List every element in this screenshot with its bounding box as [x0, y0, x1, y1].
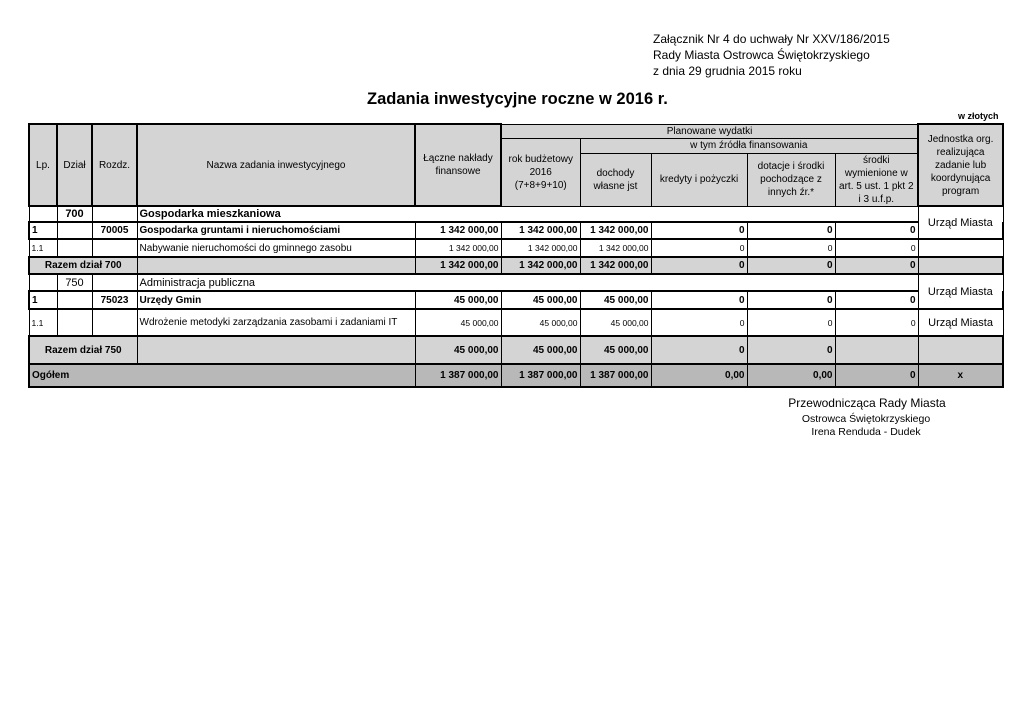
section-total-laczne: 45 000,00 — [415, 336, 501, 364]
rozdzial-dzial — [57, 291, 92, 309]
task-dzial — [57, 239, 92, 257]
section-total-rok: 45 000,00 — [501, 336, 580, 364]
task-rozdz — [92, 309, 137, 336]
header-row-1 — [29, 124, 1003, 138]
section-row — [29, 206, 1003, 222]
task-name: Wdrożenie metodyki zarządzania zasobami i zadaniami IT — [137, 309, 415, 336]
grand-total-laczne: 1 387 000,00 — [415, 364, 501, 387]
task-row — [29, 309, 1003, 336]
header-note-line2: Rady Miasta Ostrowca Świętokrzyskiego — [653, 48, 870, 62]
unit-label: w złotych — [958, 111, 999, 121]
section-dzial: 700 — [57, 206, 92, 222]
grand-total-rok: 1 387 000,00 — [501, 364, 580, 387]
task-name: Nabywanie nieruchomości do gminnego zasobu — [137, 239, 415, 257]
rozdzial-code: 75023 — [92, 291, 137, 309]
task-row — [29, 239, 1003, 257]
section-total-blank — [137, 257, 415, 274]
col-laczne: Łączne nakłady finansowe — [415, 124, 501, 206]
col-kredyty: kredyty i pożyczki — [651, 153, 747, 206]
section-rozdz — [92, 274, 137, 291]
rozdzial-name: Gospodarka gruntami i nieruchomościami — [137, 222, 415, 239]
grand-total-srodki: 0 — [835, 364, 918, 387]
signature-city: Ostrowca Świętokrzyskiego — [801, 413, 931, 425]
task-jednostka: Urząd Miasta — [918, 309, 1003, 336]
col-jednostka: Jednostka org. realizująca zadanie lub koordynująca program — [918, 124, 1003, 206]
task-laczne: 1 342 000,00 — [415, 239, 501, 257]
col-planowane: Planowane wydatki — [501, 124, 918, 138]
rozdzial-name: Urzędy Gmin — [137, 291, 415, 309]
col-rok-formula: (7+8+9+10) — [514, 179, 567, 191]
task-rozdz — [92, 239, 137, 257]
grand-total-dotacje: 0,00 — [747, 364, 835, 387]
section-jednostka: Urząd Miasta — [918, 206, 1003, 239]
grand-total-row — [29, 364, 1003, 387]
col-rozdz: Rozdz. — [92, 124, 137, 206]
col-w-tym: w tym źródła finansowania — [580, 138, 918, 153]
section-jednostka: Urząd Miasta — [918, 274, 1003, 309]
grand-total-dochody: 1 387 000,00 — [580, 364, 651, 387]
rozdzial-rok: 1 342 000,00 — [501, 222, 580, 239]
task-dotacje: 0 — [747, 239, 835, 257]
section-total-laczne: 1 342 000,00 — [415, 257, 501, 274]
section-total-label: Razem dział 700 — [29, 257, 137, 274]
grand-total-jednostka: x — [918, 364, 1003, 387]
section-total-dotacje: 0 — [747, 257, 835, 274]
section-total-kredyty: 0 — [651, 336, 747, 364]
task-srodki: 0 — [835, 239, 918, 257]
section-total-row — [29, 336, 1003, 364]
task-dochody: 1 342 000,00 — [580, 239, 651, 257]
section-dzial: 750 — [57, 274, 92, 291]
rozdzial-row — [29, 291, 1003, 309]
section-lp — [29, 274, 57, 291]
task-lp: 1.1 — [29, 309, 57, 336]
section-total-dotacje: 0 — [747, 336, 835, 364]
col-rok-label: rok budżetowy 2016 — [508, 153, 573, 178]
section-total-jednostka — [918, 257, 1003, 274]
col-srodki: środki wymienione w art. 5 ust. 1 pkt 2 i 3 u.f.p. — [835, 153, 918, 206]
section-name: Gospodarka mieszkaniowa — [137, 206, 918, 222]
task-jednostka — [918, 239, 1003, 257]
section-total-jednostka — [918, 336, 1003, 364]
task-rok: 1 342 000,00 — [501, 239, 580, 257]
section-row — [29, 274, 1003, 291]
header-note — [653, 31, 890, 79]
section-total-blank — [137, 336, 415, 364]
rozdzial-laczne: 45 000,00 — [415, 291, 501, 309]
section-total-dochody: 45 000,00 — [580, 336, 651, 364]
rozdzial-laczne: 1 342 000,00 — [415, 222, 501, 239]
rozdzial-rok: 45 000,00 — [501, 291, 580, 309]
col-dzial: Dział — [57, 124, 92, 206]
section-total-srodki: 0 — [835, 257, 918, 274]
rozdzial-row — [29, 222, 1003, 239]
section-total-row — [29, 257, 1003, 274]
col-dochody: dochody własne jst — [580, 153, 651, 206]
task-dotacje: 0 — [747, 309, 835, 336]
header-note-line3: z dnia 29 grudnia 2015 roku — [653, 64, 802, 78]
task-rok: 45 000,00 — [501, 309, 580, 336]
section-lp — [29, 206, 57, 222]
page-title: Zadania inwestycyjne roczne w 2016 r. — [367, 90, 668, 108]
task-srodki: 0 — [835, 309, 918, 336]
rozdzial-dochody: 1 342 000,00 — [580, 222, 651, 239]
rozdzial-dotacje: 0 — [747, 222, 835, 239]
section-total-srodki — [835, 336, 918, 364]
header-note-line1: Załącznik Nr 4 do uchwały Nr XXV/186/2015 — [653, 32, 890, 46]
task-dochody: 45 000,00 — [580, 309, 651, 336]
signature-name: Irena Renduda - Dudek — [811, 426, 921, 438]
section-total-label: Razem dział 750 — [29, 336, 137, 364]
col-nazwa: Nazwa zadania inwestycyjnego — [137, 124, 415, 206]
section-rozdz — [92, 206, 137, 222]
col-rok-budzetowy — [501, 138, 580, 206]
task-kredyty: 0 — [651, 309, 747, 336]
investment-table — [28, 123, 1004, 388]
rozdzial-kredyty: 0 — [651, 291, 747, 309]
grand-total-label: Ogółem — [29, 364, 415, 387]
rozdzial-srodki: 0 — [835, 291, 918, 309]
rozdzial-lp: 1 — [29, 222, 57, 239]
rozdzial-kredyty: 0 — [651, 222, 747, 239]
task-dzial — [57, 309, 92, 336]
rozdzial-dzial — [57, 222, 92, 239]
rozdzial-code: 70005 — [92, 222, 137, 239]
task-lp: 1.1 — [29, 239, 57, 257]
task-laczne: 45 000,00 — [415, 309, 501, 336]
task-kredyty: 0 — [651, 239, 747, 257]
rozdzial-lp: 1 — [29, 291, 57, 309]
section-total-rok: 1 342 000,00 — [501, 257, 580, 274]
signature-role: Przewodnicząca Rady Miasta — [788, 396, 946, 410]
section-name: Administracja publiczna — [137, 274, 918, 291]
col-dotacje: dotacje i środki pochodzące z innych źr.* — [747, 153, 835, 206]
rozdzial-dochody: 45 000,00 — [580, 291, 651, 309]
section-total-kredyty: 0 — [651, 257, 747, 274]
rozdzial-dotacje: 0 — [747, 291, 835, 309]
rozdzial-srodki: 0 — [835, 222, 918, 239]
col-lp: Lp. — [29, 124, 57, 206]
section-total-dochody: 1 342 000,00 — [580, 257, 651, 274]
grand-total-kredyty: 0,00 — [651, 364, 747, 387]
